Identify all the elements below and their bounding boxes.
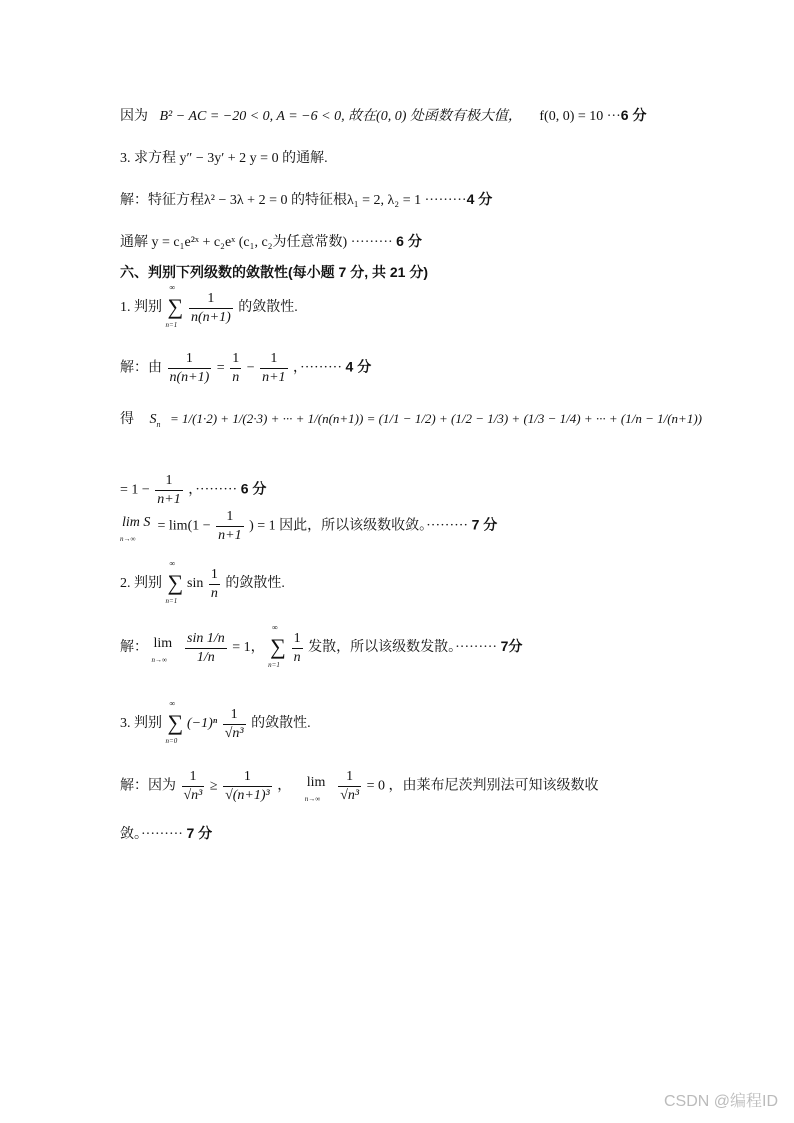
sum-lower: n=0 (165, 737, 178, 745)
lead-text: 得 (120, 412, 134, 427)
equals: = (216, 360, 225, 376)
fraction (189, 292, 233, 325)
denominator: n (210, 585, 218, 601)
discriminant-text: B² − AC = −20 < 0, A = −6 < 0, 故在(0, 0) 处函数有极大值， (159, 109, 522, 124)
sum-upper: ∞ (169, 559, 176, 568)
numerator: 1 (270, 351, 278, 366)
denominator: n+1 (262, 370, 286, 385)
score-label: 7 分 (471, 516, 498, 533)
fraction (260, 352, 287, 385)
denominator: n(n+1) (191, 309, 231, 325)
watermark: CSDN @编程ID (663, 1093, 778, 1110)
p2-solution (120, 623, 523, 669)
text: = 1 − (120, 482, 150, 498)
characteristic-equation (120, 192, 492, 208)
score-label: 7分 (500, 638, 523, 655)
p1-step3 (120, 474, 266, 507)
tail-text: 的敛散性. (225, 576, 285, 592)
problem-3-ode (120, 152, 328, 166)
p1-step1 (120, 352, 371, 385)
denominator: 1/n (185, 648, 227, 665)
tail-text: 的敛散性. (251, 716, 311, 732)
numerator: 1 (232, 351, 240, 366)
dots: ，········· (188, 482, 238, 498)
numerator: 1 (293, 630, 301, 646)
sum-upper: ∞ (272, 623, 278, 632)
denominator: √(n+1)³ (225, 788, 270, 803)
numerator: 1 (243, 769, 251, 784)
limit (305, 772, 333, 802)
fraction (182, 770, 205, 803)
score-label: 4 分 (466, 191, 493, 207)
comma: ， (277, 778, 292, 794)
text: 发散，所以该级数发散。········· (308, 640, 498, 656)
fraction (216, 510, 243, 543)
problem-text: 3. 求方程 y″ − 3y′ + 2 y = 0 的通解. (120, 151, 328, 166)
denominator: n(n+1) (169, 370, 210, 385)
lead-text: 因为 (120, 109, 148, 124)
denominator: √n³ (340, 788, 360, 803)
numerator: 1 (210, 566, 218, 582)
fraction (230, 352, 241, 385)
dots: ，········· (293, 360, 343, 376)
sin-word: sin (187, 576, 204, 592)
fraction (155, 474, 182, 507)
fraction (338, 770, 361, 803)
denominator: √n³ (224, 725, 244, 741)
lim-word: lim S (122, 514, 151, 530)
denominator: n+1 (218, 528, 242, 543)
lead-text: 解： (120, 640, 148, 656)
minus: − (246, 360, 255, 376)
problem-3 (120, 699, 311, 745)
score-label: 6 分 (620, 107, 647, 123)
text: ) = 1 因此，所以该级数收敛。········· (249, 518, 469, 534)
geq: ≥ (209, 778, 218, 794)
numerator: sin 1/n (187, 630, 225, 646)
lead-text: 解：由 (120, 360, 162, 376)
telescoping-expression: = 1/(1·2) + 1/(2·3) + ··· + 1/(n(n+1)) = (1/1 − 1/2) + (1/2 − 1/3) + (1/3 − 1/4) + ··· + (1/n − 1/(n+1)) (170, 411, 702, 426)
label: 3. 判别 (120, 716, 162, 732)
lim-word: lim (306, 774, 326, 790)
equals: = 1， (232, 640, 265, 656)
max-value-text: f(0, 0) = 10 ··· (539, 109, 621, 124)
line-extremum-conclusion (120, 108, 646, 124)
fraction (168, 352, 212, 385)
fraction (292, 632, 303, 665)
score-label: 4 分 (345, 358, 372, 375)
text: = 0 ，由莱布尼茨判别法可知该级数收 (366, 778, 599, 794)
section-heading-text: 六、判别下列级数的敛散性(每小题 7 分, 共 21 分) (120, 264, 429, 280)
sum-symbol: ∞ ∑ n=1 (268, 623, 286, 669)
p3-solution (120, 770, 599, 803)
lim-subscript: n→∞ (151, 656, 167, 664)
p1-step2 (120, 412, 702, 429)
limit (152, 633, 180, 663)
limit (120, 512, 154, 542)
numerator: 1 (230, 706, 238, 722)
sum-lower: n=1 (268, 661, 280, 669)
numerator: 1 (185, 351, 193, 366)
section-heading (120, 265, 428, 279)
sum-symbol: ∞ ∑ n=0 (165, 699, 184, 745)
sum-symbol: ∞ ∑ n=1 (165, 283, 184, 329)
fraction (209, 568, 220, 601)
score-label: 6 分 (396, 233, 422, 249)
problem-2 (120, 559, 285, 605)
numerator: 1 (226, 509, 234, 524)
score-label: 7 分 (186, 825, 213, 841)
sum-lower: n=1 (165, 597, 178, 605)
p1-step4 (120, 510, 497, 543)
denominator: n (293, 649, 301, 665)
sn-symbol: S (149, 412, 157, 427)
text: 敛。········· (120, 827, 183, 842)
score-label: 6 分 (240, 480, 267, 497)
denominator: n+1 (157, 492, 181, 507)
lim-subscript: n→∞ (304, 794, 321, 803)
lead-text: 解：因为 (120, 778, 176, 794)
lim-word: lim (153, 636, 173, 651)
label: 2. 判别 (120, 576, 162, 592)
fraction (223, 770, 272, 803)
sum-symbol: ∞ ∑ n=1 (165, 559, 184, 605)
general-solution (120, 234, 422, 250)
sn-subscript: n (156, 419, 161, 429)
solution-text: 解：特征方程λ² − 3λ + 2 = 0 的特征根λ₁ = 2, λ₂ = 1 ········· (120, 193, 467, 208)
sum-upper: ∞ (169, 699, 176, 708)
text: = lim(1 − (157, 518, 211, 534)
fraction (185, 632, 227, 665)
sum-lower: n=1 (165, 321, 178, 329)
numerator: 1 (207, 290, 215, 306)
lim-subscript: n→∞ (120, 534, 136, 543)
problem-1 (120, 283, 298, 329)
p3-conclusion (120, 826, 212, 842)
label: 1. 判别 (120, 300, 162, 316)
numerator: 1 (189, 769, 197, 784)
denominator: √n³ (183, 788, 203, 803)
solution-text: 通解 y = c₁e²ˣ + c₂eˣ (c₁, c₂为任意常数) ········· (120, 235, 393, 250)
tail-text: 的敛散性. (238, 300, 298, 316)
denominator: n (232, 370, 240, 385)
numerator: 1 (346, 769, 354, 784)
sum-upper: ∞ (169, 283, 176, 292)
numerator: 1 (165, 473, 173, 488)
alternating-sign: (−1)ⁿ (187, 716, 218, 732)
fraction (223, 708, 246, 741)
